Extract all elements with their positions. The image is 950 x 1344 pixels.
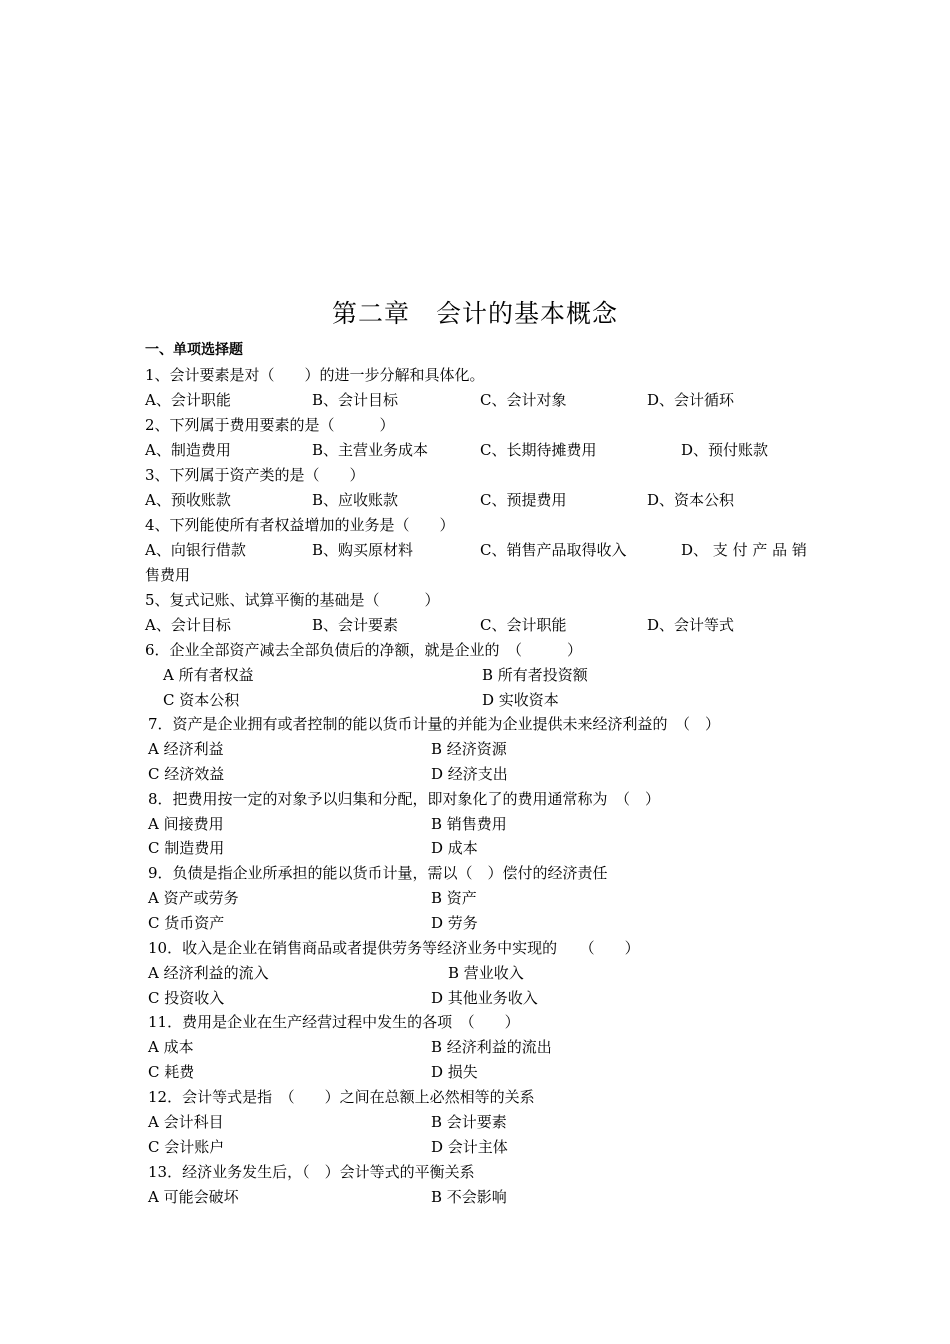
option-a: A、预收账款 <box>145 491 231 509</box>
question-stem: 4、下列能使所有者权益增加的业务是（ ） <box>145 516 455 534</box>
option-a: A、会计目标 <box>145 616 231 634</box>
option-a: A 成本 <box>148 1038 194 1056</box>
option-d: D 会计主体 <box>431 1138 508 1156</box>
option-a: A 经济利益的流入 <box>148 964 269 982</box>
option-c: C、预提费用 <box>480 491 567 509</box>
option-d: D、会计循环 <box>647 391 735 409</box>
option-b: B 销售费用 <box>431 815 507 833</box>
option-c: C 货币资产 <box>148 914 225 932</box>
option-c: C、会计对象 <box>480 391 567 409</box>
option-d: D 其他业务收入 <box>431 989 538 1007</box>
option-b: B 不会影响 <box>431 1188 507 1206</box>
question-stem: 9．负债是指企业所承担的能以货币计量，需以（ ）偿付的经济责任 <box>148 864 608 882</box>
option-a: A、会计职能 <box>145 391 231 409</box>
question-stem: 6．企业全部资产减去全部负债后的净额，就是企业的 （ ） <box>145 641 583 659</box>
option-a: A 资产或劳务 <box>148 889 239 907</box>
option-c: C 耗费 <box>148 1063 195 1081</box>
option-c: C 会计账户 <box>148 1138 225 1156</box>
option-b: B、主营业务成本 <box>312 441 429 459</box>
option-c: C 资本公积 <box>163 691 240 709</box>
option-c: C 制造费用 <box>148 839 225 857</box>
option-c: C 经济效益 <box>148 765 225 783</box>
question-stem: 10．收入是企业在销售商品或者提供劳务等经济业务中实现的 （ ） <box>148 939 640 957</box>
option-b: B 经济资源 <box>431 740 507 758</box>
option-c: C、销售产品取得收入 <box>480 541 627 559</box>
option-a: A 会计科目 <box>148 1113 224 1131</box>
option-b: B 资产 <box>431 889 477 907</box>
option-d: D 经济支出 <box>431 765 508 783</box>
option-c: C、长期待摊费用 <box>480 441 597 459</box>
question-stem: 2、下列属于费用要素的是（ ） <box>145 416 395 434</box>
question-stem: 13．经济业务发生后，（ ）会计等式的平衡关系 <box>148 1163 475 1181</box>
option-d: D 成本 <box>431 839 478 857</box>
option-a: A 间接费用 <box>148 815 224 833</box>
option-b: B 会计要素 <box>431 1113 507 1131</box>
option-d: D 损失 <box>431 1063 478 1081</box>
option-c: C 投资收入 <box>148 989 225 1007</box>
option-b: B、会计要素 <box>312 616 399 634</box>
option-a: A 所有者权益 <box>163 666 254 684</box>
question-stem: 12．会计等式是指 （ ）之间在总额上必然相等的关系 <box>148 1088 535 1106</box>
option-c: C、会计职能 <box>480 616 567 634</box>
option-b: B 营业收入 <box>448 964 524 982</box>
option-d: D 劳务 <box>431 914 478 932</box>
option-d-continuation: 售费用 <box>145 566 191 584</box>
option-b: B、会计目标 <box>312 391 399 409</box>
option-b: B、应收账款 <box>312 491 399 509</box>
option-b: B、购买原材料 <box>312 541 414 559</box>
option-a: A 可能会破坏 <box>148 1188 239 1206</box>
option-b: B 所有者投资额 <box>482 666 588 684</box>
option-d: D、会计等式 <box>647 616 735 634</box>
option-a: A、制造费用 <box>145 441 231 459</box>
question-stem: 11．费用是企业在生产经营过程中发生的各项 （ ） <box>148 1013 520 1031</box>
option-b: B 经济利益的流出 <box>431 1038 552 1056</box>
question-stem: 1、会计要素是对（ ）的进一步分解和具体化。 <box>145 366 485 384</box>
option-d: D、 支 付 产 品 销 <box>681 541 807 559</box>
section-heading: 一、单项选择题 <box>145 342 243 358</box>
option-d: D 实收资本 <box>482 691 559 709</box>
question-stem: 3、下列属于资产类的是（ ） <box>145 466 365 484</box>
question-stem: 7．资产是企业拥有或者控制的能以货币计量的并能为企业提供未来经济利益的 （ ） <box>148 715 721 733</box>
question-stem: 5、复式记账、试算平衡的基础是（ ） <box>145 591 440 609</box>
option-d: D、预付账款 <box>681 441 769 459</box>
page-title: 第二章 会计的基本概念 <box>331 299 618 328</box>
option-a: A、向银行借款 <box>145 541 246 559</box>
question-stem: 8．把费用按一定的对象予以归集和分配，即对象化了的费用通常称为 （ ） <box>148 790 661 808</box>
option-a: A 经济利益 <box>148 740 224 758</box>
option-d: D、资本公积 <box>647 491 735 509</box>
